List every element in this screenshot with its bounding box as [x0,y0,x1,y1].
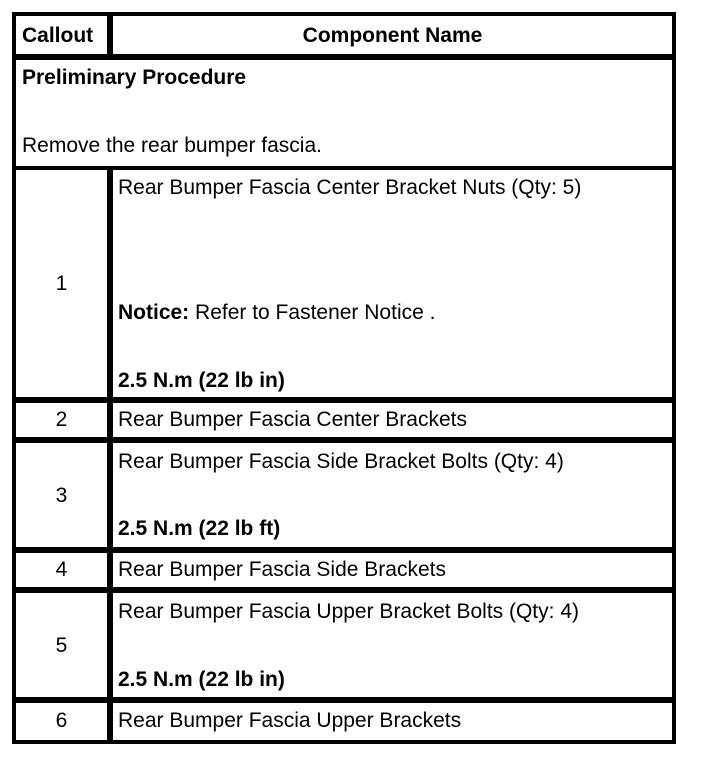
row-4-callout-cell [16,553,107,587]
header-callout: Callout [22,24,94,47]
preliminary-step: Remove the rear bumper fascia. [22,134,322,157]
row-2-callout: 2 [55,408,68,431]
header-callout-cell [16,16,107,54]
row-1-callout: 1 [55,272,68,295]
row-6-callout-cell [16,703,107,740]
component-table [12,12,676,744]
row-1-callout-cell [16,170,107,397]
header-component-name: Component Name [302,24,483,47]
preliminary-title: Preliminary Procedure [22,66,247,89]
row-3-component-cell [113,443,672,547]
row-6-component-cell [113,703,672,740]
preliminary-cell [16,60,672,166]
row-5-torque: 2.5 N.m (22 lb in) [118,668,285,691]
notice-label: Notice: [118,301,190,324]
row-2-name: Rear Bumper Fascia Center Brackets [118,408,467,431]
row-2-callout-cell [16,403,107,437]
row-3-torque: 2.5 N.m (22 lb ft) [118,517,281,540]
row-1-component-cell [113,170,672,397]
row-3-callout-cell [16,443,107,547]
row-6-callout: 6 [55,709,68,732]
row-4-callout: 4 [55,558,68,581]
row-1-notice [118,301,435,325]
row-4-name: Rear Bumper Fascia Side Brackets [118,558,446,581]
row-2-component-cell [113,403,672,437]
row-5-callout: 5 [55,634,68,657]
row-1-name: Rear Bumper Fascia Center Bracket Nuts (Qty: 5) [118,176,582,199]
row-4-component-cell [113,553,672,587]
row-6-name: Rear Bumper Fascia Upper Brackets [118,709,462,732]
row-3-callout: 3 [55,484,68,507]
notice-text: Refer to Fastener Notice . [189,301,436,324]
row-5-component-cell [113,593,672,697]
row-1-torque: 2.5 N.m (22 lb in) [118,369,285,392]
row-5-name: Rear Bumper Fascia Upper Bracket Bolts (Qty: 4) [118,600,579,623]
row-3-name: Rear Bumper Fascia Side Bracket Bolts (Qty: 4) [118,450,564,473]
row-5-callout-cell [16,593,107,697]
header-component-cell [113,16,672,54]
